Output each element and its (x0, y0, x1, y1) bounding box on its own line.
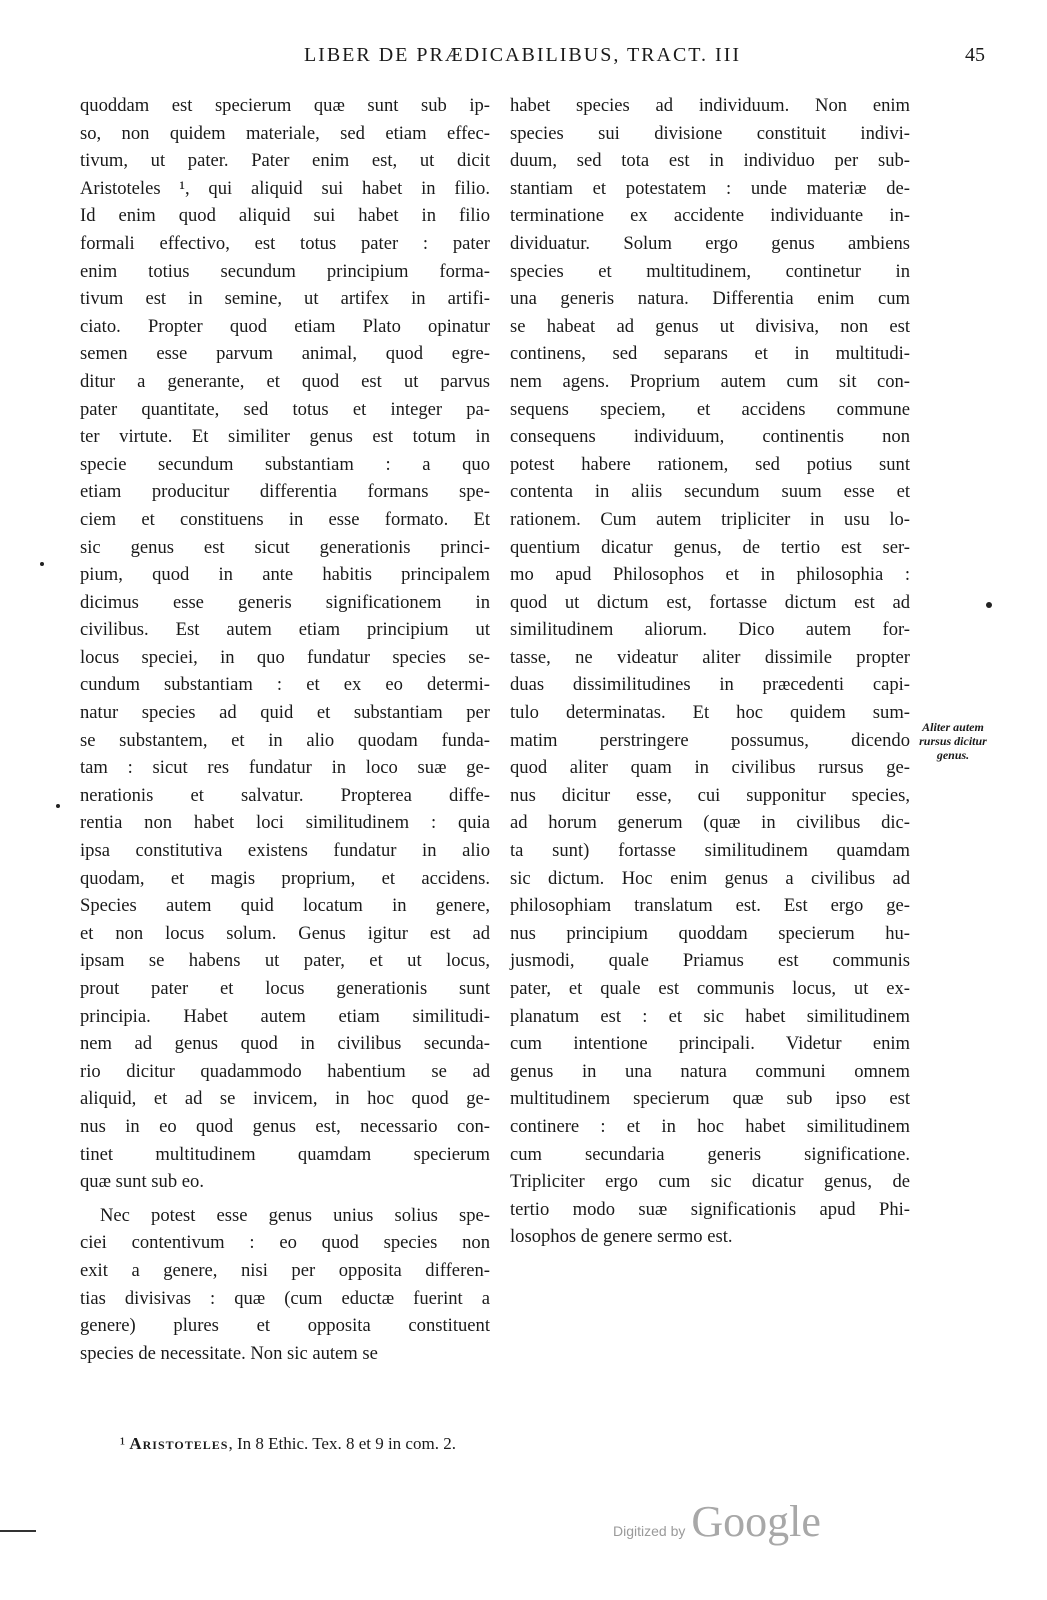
text-line: dividuatur. Solum ergo genus ambiens (510, 232, 910, 254)
text-line: tivum, ut pater. Pater enim est, ut dicit (80, 150, 490, 172)
text-line: tulo determinatas. Et hoc quidem sum- (510, 702, 910, 724)
page-number: 45 (965, 44, 985, 66)
text-line: Tripliciter ergo cum sic dicatur genus, de (510, 1171, 910, 1193)
text-line: tertio modo suæ significationis apud Phi- (510, 1198, 910, 1220)
text-line: et non locus solum. Genus igitur est ad (80, 922, 490, 944)
text-line: so, non quidem materiale, sed etiam effec- (80, 122, 490, 144)
text-line: cum intentione principali. Videtur enim (510, 1033, 910, 1055)
text-line: principia. Habet autem etiam similitudi- (80, 1005, 490, 1027)
text-line: specie secundum substantiam : a quo (80, 453, 490, 475)
text-line: multitudinem specierum quæ sub ipso est (510, 1088, 910, 1110)
text-line: ciem et constituens in esse formato. Et (80, 508, 490, 530)
text-line: ciei contentivum : eo quod species non (80, 1232, 490, 1254)
text-line: pater quantitate, sed totus et integer pa- (80, 398, 490, 420)
footnote (120, 1434, 456, 1454)
text-line: ad horum generum (quæ in civilibus dic- (510, 812, 910, 834)
text-line: se habeat ad genus ut divisiva, non est (510, 315, 910, 337)
ink-speck (56, 804, 60, 808)
text-line: Species autem quid locatum in genere, (80, 895, 490, 917)
text-line: nem ad genus quod in civilibus secunda- (80, 1033, 490, 1055)
running-title: LIBER DE PRÆDICABILIBUS, TRACT. III (303, 44, 742, 66)
page-edge-mark (0, 1530, 36, 1532)
text-line: rentia non habet loci similitudinem : quia (80, 812, 490, 834)
text-line: nus principium quoddam specierum hu- (510, 922, 910, 944)
text-line: sic genus est sicut generationis princi- (80, 536, 490, 558)
ink-speck (40, 562, 44, 566)
text-line: Id enim quod aliquid sui habet in filio (80, 205, 490, 227)
text-line: ta sunt) fortasse similitudinem quamdam (510, 840, 910, 862)
text-line: potest habere rationem, sed potius sunt (510, 453, 910, 475)
footnote-marker: ¹ (120, 1434, 126, 1453)
text-line: tinet multitudinem quamdam specierum (80, 1143, 490, 1165)
text-line: tias divisivas : quæ (cum eductæ fuerint a (80, 1287, 490, 1309)
text-line: cum secundaria generis significatione. (510, 1143, 910, 1165)
text-line: quentium dicatur genus, de tertio est ser- (510, 536, 910, 558)
text-line: duum, sed tota est in individuo per sub- (510, 150, 910, 172)
text-line: jusmodi, quale Priamus est communis (510, 950, 910, 972)
digitized-watermark (613, 1496, 821, 1547)
text-line: rio dicitur quadammodo habentium se ad (80, 1060, 490, 1082)
text-line: similitudinem aliorum. Dico autem for- (510, 619, 910, 641)
text-line: habet species ad individuum. Non enim (510, 95, 910, 116)
text-line: rationem. Cum autem tripliciter in usu lo- (510, 508, 910, 530)
text-line: sequens speciem, et accidens commune (510, 398, 910, 420)
text-line: continens, sed separans et in multitudi- (510, 343, 910, 365)
left-column (80, 92, 490, 1373)
text-line: tam : sicut res fundatur in loco suæ ge- (80, 757, 490, 779)
text-line: cundum substantiam : et ex eo determi- (80, 674, 490, 696)
text-line: nerationis et salvatur. Propterea diffe- (80, 784, 490, 806)
text-line: matim perstringere possumus, dicendo (510, 729, 910, 751)
text-line: aliquid, et ad se invicem, in hoc quod ge- (80, 1088, 490, 1110)
text-line: species et multitudinem, continetur in (510, 260, 910, 282)
text-line: prout pater et locus generationis sunt (80, 978, 490, 999)
text-line: pater, et quale est communis locus, ut ex- (510, 978, 910, 999)
text-line: quæ sunt sub eo. (80, 1171, 204, 1193)
footnote-reference: , In 8 Ethic. Tex. 8 et 9 in com. 2. (228, 1434, 456, 1453)
text-line: semen esse parvum animal, quod egre- (80, 343, 490, 365)
text-line: nus in eo quod genus est, necessario con- (80, 1115, 490, 1137)
text-line: quod ut dictum est, fortasse dictum est ad (510, 591, 910, 613)
text-line: duas dissimilitudines in præcedenti capi- (510, 674, 910, 696)
text-line: stantiam et potestatem : unde materiæ de- (510, 177, 910, 199)
text-line: Aristoteles ¹, qui aliquid sui habet in filio. (80, 177, 490, 199)
text-line: species sui divisione constituit indivi- (510, 122, 910, 144)
text-line: ditur a generante, et quod est ut parvus (80, 370, 490, 392)
text-line: consequens individuum, continentis non (510, 426, 910, 448)
text-line: losophos de genere sermo est. (510, 1226, 733, 1248)
text-line: dicimus esse generis significationem in (80, 591, 490, 613)
watermark-prefix: Digitized by (613, 1523, 686, 1539)
marginal-note (913, 720, 993, 762)
marginal-note-line: Aliter autem (922, 720, 984, 734)
text-line: quoddam est specierum quæ sunt sub ip- (80, 95, 490, 116)
text-line: nem agens. Proprium autem cum sit con- (510, 370, 910, 392)
text-line: ipsam se habens ut pater, et ut locus, (80, 950, 490, 972)
right-column (510, 92, 910, 1251)
marginal-note-line: rursus dicitur (919, 734, 987, 748)
text-line: ter virtute. Et similiter genus est totum in (80, 426, 490, 448)
text-line: continere : et in hoc habet similitudinem (510, 1115, 910, 1137)
text-line: quod aliter quam in civilibus rursus ge- (510, 757, 910, 779)
paragraph (80, 1202, 490, 1368)
text-line: ipsa constitutiva existens fundatur in alio (80, 840, 490, 862)
text-line: locus speciei, in quo fundatur species se- (80, 646, 490, 668)
text-line: pium, quod in ante habitis principalem (80, 564, 490, 586)
text-line: civilibus. Est autem etiam principium ut (80, 619, 490, 641)
text-line: species de necessitate. Non sic autem se (80, 1342, 378, 1364)
text-line: etiam producitur differentia formans spe- (80, 481, 490, 503)
text-line: planatum est : et sic habet similitudinem (510, 1005, 910, 1027)
text-line: tasse, ne videatur aliter dissimile propter (510, 646, 910, 668)
text-line: exit a genere, nisi per opposita differen- (80, 1259, 490, 1281)
text-line: sic dictum. Hoc enim genus a civilibus ad (510, 867, 910, 889)
text-line: ciato. Propter quod etiam Plato opinatur (80, 315, 490, 337)
page-header (60, 44, 985, 80)
text-line: se substantem, et in alio quodam funda- (80, 729, 490, 751)
text-line: genere) plures et opposita constituent (80, 1315, 490, 1337)
footnote-author: Aristoteles (129, 1434, 229, 1453)
text-line: mo apud Philosophos et in philosophia : (510, 564, 910, 586)
text-line: tivum est in semine, ut artifex in artifi- (80, 288, 490, 310)
text-line: contenta in aliis secundum suum esse et (510, 481, 910, 503)
text-line: terminatione ex accidente individuante in- (510, 205, 910, 227)
paragraph (80, 92, 490, 1196)
text-line: Nec potest esse genus unius solius spe- (100, 1204, 490, 1226)
text-line: genus in una natura communi omnem (510, 1060, 910, 1082)
text-line: nus dicitur esse, cui supponitur species, (510, 784, 910, 806)
text-line: philosophiam translatum est. Est ergo ge- (510, 895, 910, 917)
text-line: formali effectivo, est totus pater : pater (80, 232, 490, 254)
google-logo: Google (691, 1497, 821, 1546)
text-line: natur species ad quid et substantiam per (80, 702, 490, 724)
text-line: quodam, et magis proprium, et accidens. (80, 867, 490, 889)
text-line: enim totius secundum principium forma- (80, 260, 490, 282)
marginal-note-line: genus. (936, 748, 970, 762)
text-line: una generis natura. Differentia enim cum (510, 288, 910, 310)
ink-speck (986, 602, 992, 608)
